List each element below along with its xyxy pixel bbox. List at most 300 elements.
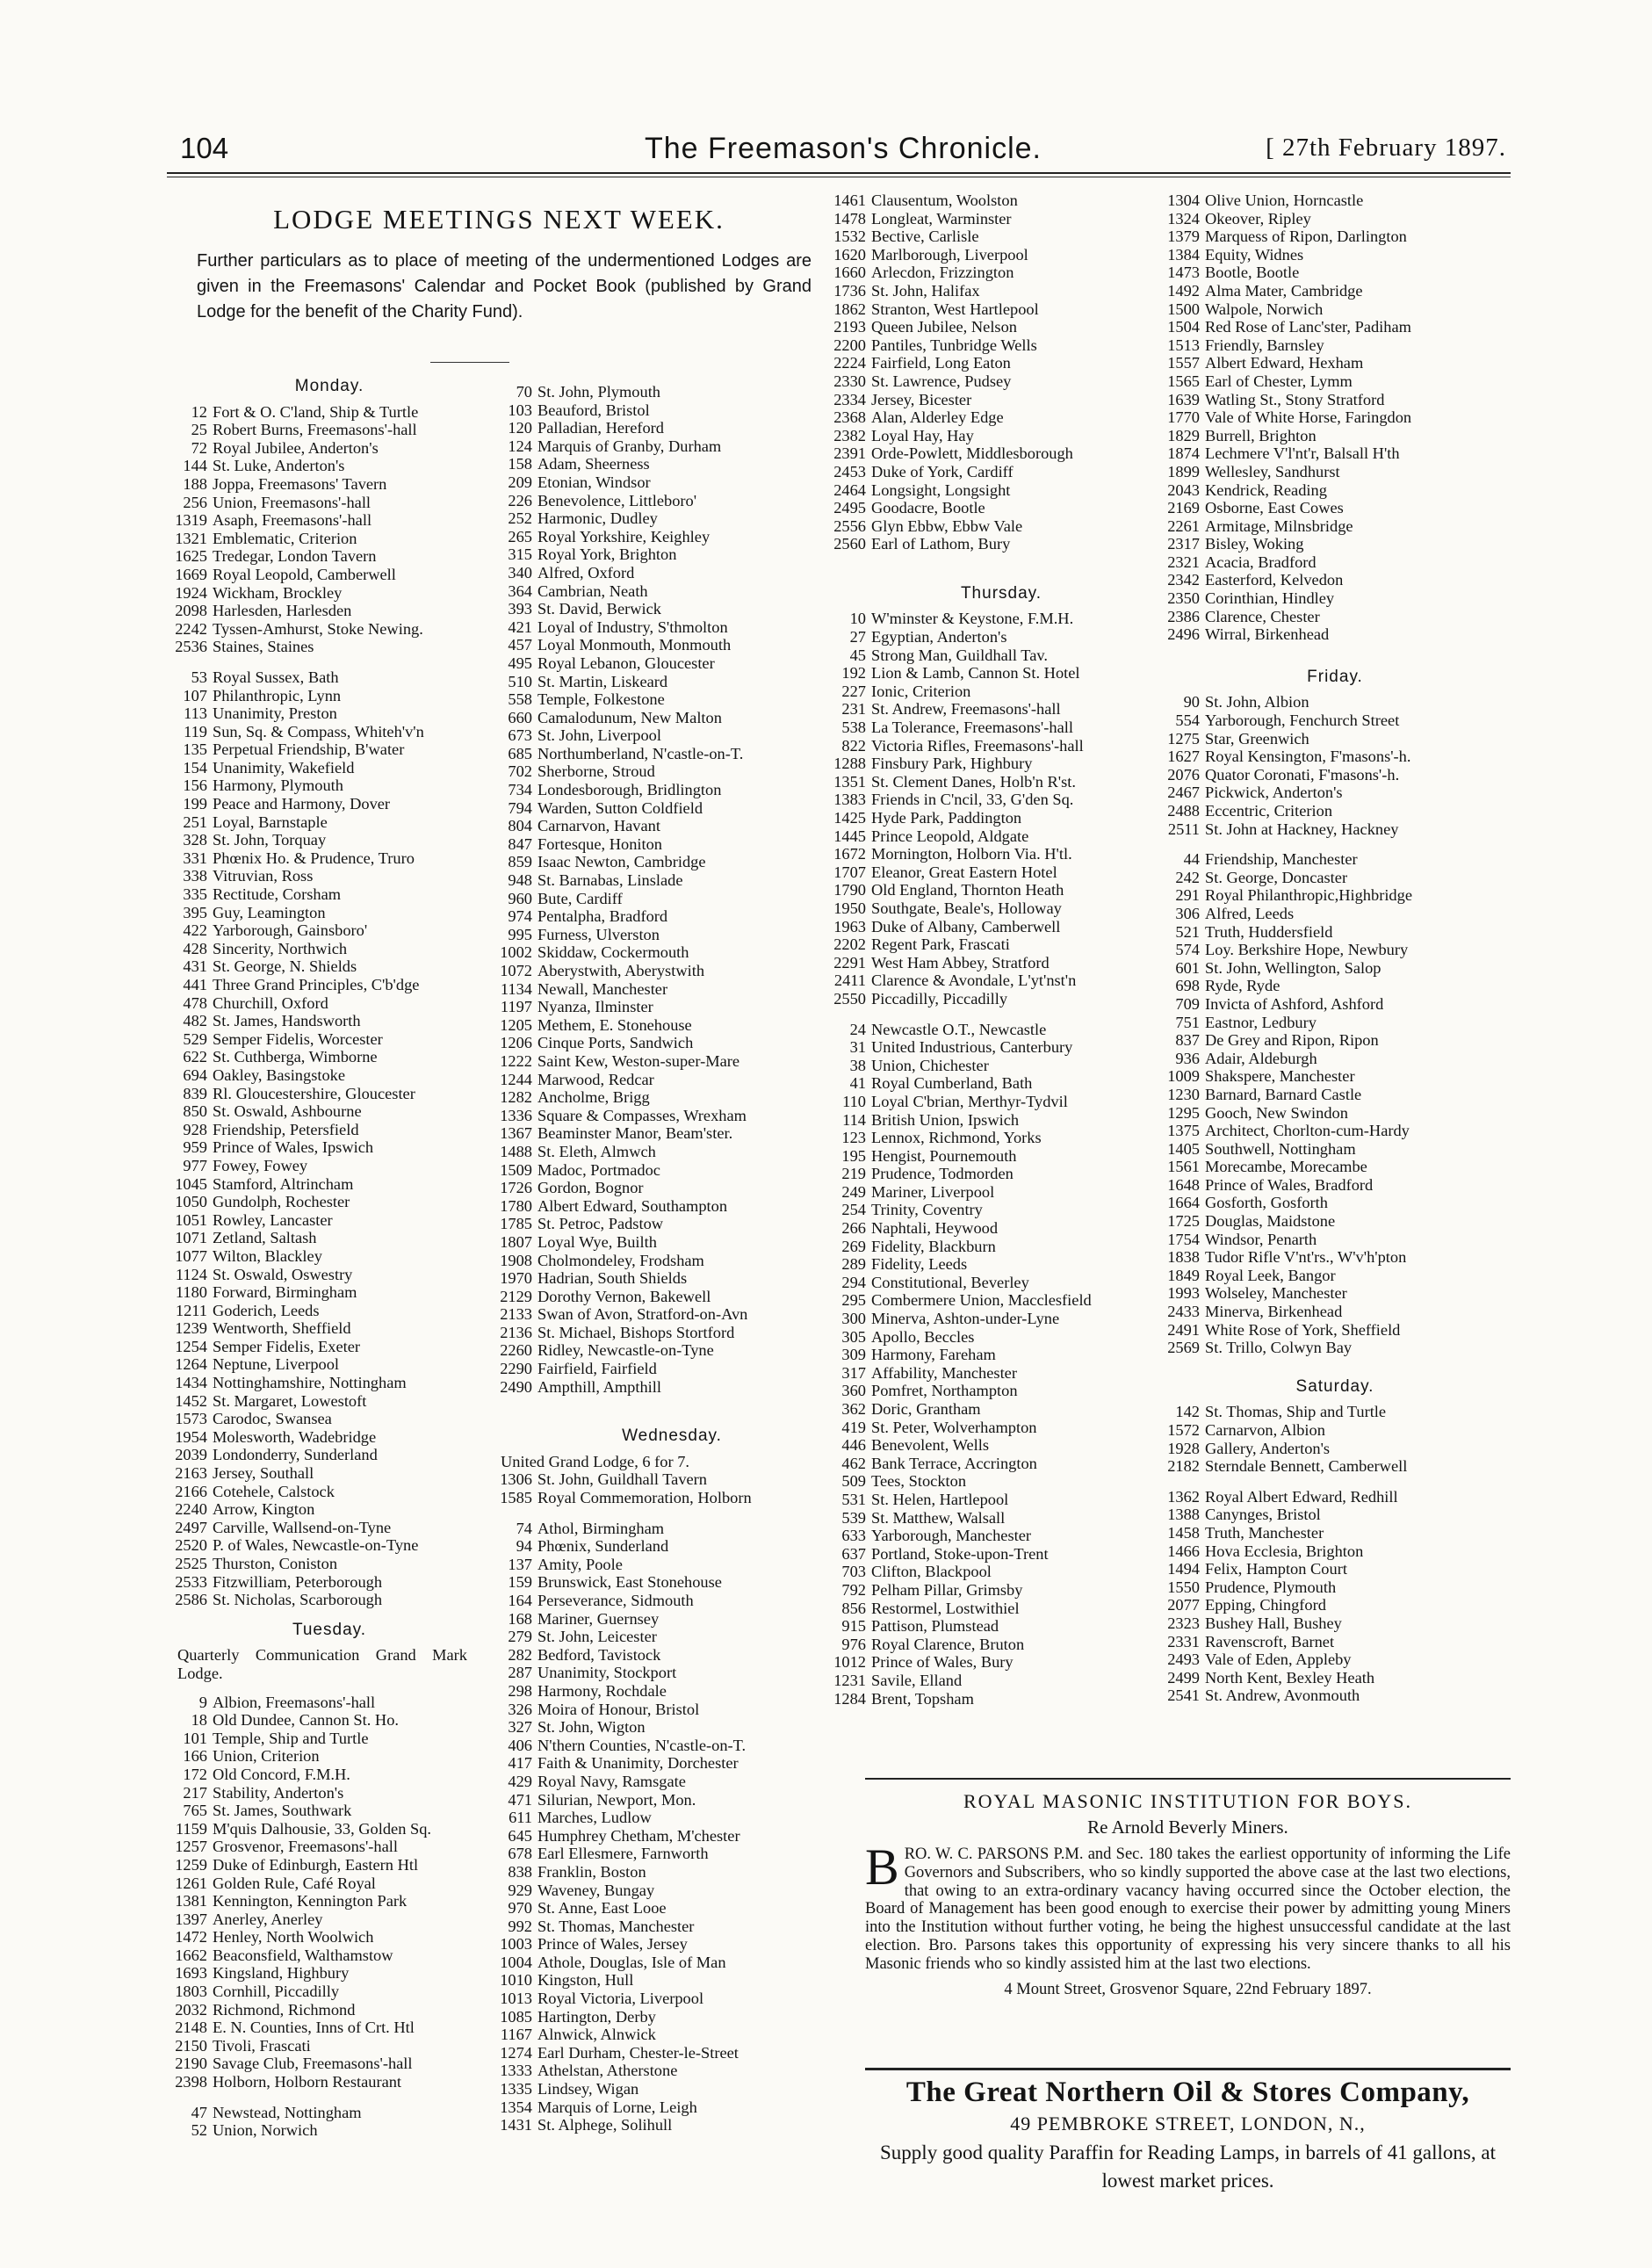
lodge-name-place: Tyssen-Amhurst, Stoke Newing. [213, 619, 423, 638]
lodge-name-place: Friends in C'ncil, 33, G'den Sq. [871, 791, 1074, 809]
lodge-entry [1159, 784, 1511, 802]
lodge-entry [492, 1573, 852, 1592]
lodge-number: 1639 [1167, 390, 1200, 408]
lodge-number: 1472 [175, 1928, 207, 1947]
lodge-name-place: Wilton, Blackley [213, 1246, 322, 1265]
lodge-name-place: Piccadilly, Piccadilly [871, 989, 1008, 1008]
lodge-entry [492, 1179, 852, 1197]
lodge-entry [1159, 246, 1511, 264]
lodge-number: 2533 [175, 1572, 207, 1591]
lodge-entry [167, 1428, 492, 1447]
lodge-name-place: Sun, Sq. & Compass, Whiteh'v'n [213, 722, 424, 740]
lodge-entry [826, 1147, 1177, 1166]
lodge-name-place: Minerva, Birkenhead [1205, 1303, 1343, 1321]
lodge-number: 2200 [833, 336, 866, 354]
lodge-number: 509 [841, 1472, 866, 1491]
lodge-name-place: Mariner, Liverpool [871, 1182, 995, 1201]
lodge-number: 478 [183, 993, 207, 1012]
lodge-number: 1274 [500, 2043, 532, 2062]
lodge-name-place: Unanimity, Stockport [537, 1664, 677, 1682]
lodge-name-place: Ionic, Criterion [871, 682, 971, 700]
wednesday-provincial-list-cont [826, 191, 1177, 553]
lodge-number: 2453 [833, 462, 866, 480]
lodge-entry [167, 1157, 492, 1175]
lodge-name-place: Constitutional, Beverley [871, 1273, 1029, 1291]
lodge-name-place: Rectitude, Corsham [213, 885, 342, 904]
lodge-name-place: Armitage, Milnsbridge [1205, 516, 1353, 535]
lodge-entry [826, 1255, 1177, 1274]
lodge-entry [167, 776, 492, 795]
rmib-title: ROYAL MASONIC INSTITUTION FOR BOYS. [963, 1790, 1413, 1812]
lodge-entry [167, 2121, 492, 2140]
lodge-name-place: Union, Freemasons'-hall [213, 493, 372, 511]
lodge-entry [1159, 1457, 1511, 1476]
lodge-entry [826, 863, 1177, 882]
lodge-name-place: Alma Mater, Cambridge [1205, 281, 1363, 300]
lodge-number: 110 [842, 1092, 866, 1110]
lodge-entry [492, 2008, 852, 2026]
lodge-name-place: Hengist, Pournemouth [871, 1146, 1017, 1165]
lodge-entry [167, 2001, 492, 2019]
lodge-number: 847 [508, 834, 532, 853]
lodge-entry [1159, 1014, 1511, 1032]
lodge-name-place: Friendship, Petersfield [213, 1120, 359, 1138]
lodge-entry [492, 2080, 852, 2098]
lodge-number: 558 [508, 690, 532, 709]
lodge-name-place: Cinque Ports, Sandwich [537, 1034, 694, 1052]
lodge-name-place: Isaac Newton, Cambridge [537, 853, 706, 871]
lodge-number: 2330 [833, 372, 866, 390]
lodge-number: 1434 [175, 1374, 207, 1392]
lodge-name-place: St. Trillo, Colwyn Bay [1205, 1339, 1353, 1357]
lodge-entry [826, 1382, 1177, 1400]
lodge-name-place: Truth, Manchester [1205, 1523, 1324, 1542]
lodge-name-place: Tredegar, London Tavern [213, 547, 377, 566]
lodge-entry [826, 1310, 1177, 1328]
lodge-number: 227 [841, 682, 866, 700]
lodge-name-place: Grosvenor, Freemasons'-hall [213, 1838, 398, 1856]
day-heading-friday: Friday. [1307, 667, 1363, 686]
lodge-name-place: Royal Lebanon, Gloucester [537, 654, 715, 672]
lodge-number: 142 [1175, 1403, 1200, 1421]
lodge-entry [1159, 923, 1511, 942]
lodge-number: 2398 [175, 2073, 207, 2091]
lodge-entry [826, 1472, 1177, 1491]
lodge-entry [1159, 318, 1511, 336]
lodge-number: 703 [841, 1563, 866, 1581]
lodge-name-place: Loyal C'brian, Merthyr-Tydvil [871, 1092, 1068, 1110]
lodge-name-place: Combermere Union, Macclesfield [871, 1291, 1092, 1310]
lodge-name-place: Alfred, Oxford [537, 563, 635, 581]
lodge-entry [167, 1838, 492, 1856]
lodge-entry [492, 401, 852, 420]
lodge-name-place: Robert Burns, Freemasons'-hall [213, 421, 417, 439]
lodge-number: 309 [841, 1346, 866, 1364]
lodge-name-place: Fitzwilliam, Peterborough [213, 1572, 383, 1591]
lodge-number: 839 [183, 1084, 207, 1102]
lodge-number: 2350 [1167, 589, 1200, 608]
lodge-name-place: Felix, Hampton Court [1205, 1560, 1347, 1578]
lodge-name-place: Temple, Ship and Turtle [213, 1729, 369, 1747]
lodge-number: 331 [183, 849, 207, 867]
lodge-number: 70 [516, 383, 532, 401]
lodge-name-place: St. James, Handsworth [213, 1012, 361, 1030]
lodge-number: 1367 [500, 1124, 532, 1143]
lodge-number: 2560 [833, 535, 866, 553]
lodge-number: 1899 [1167, 462, 1200, 480]
lodge-name-place: Friendship, Manchester [1205, 850, 1358, 869]
lodge-entry [1159, 1086, 1511, 1104]
lodge-number: 1306 [500, 1470, 532, 1489]
lodge-name-place: St. John, Wigton [537, 1718, 646, 1737]
lodge-entry [826, 1617, 1177, 1636]
lodge-entry [492, 853, 852, 871]
lodge-name-place: Douglas, Maidstone [1205, 1212, 1336, 1231]
lodge-name-place: Loyal, Barnstaple [213, 813, 328, 831]
lodge-entry [492, 726, 852, 745]
lodge-name-place: Faith & Unanimity, Dorchester [537, 1754, 739, 1773]
lodge-name-place: Forward, Birmingham [213, 1283, 357, 1302]
lodge-name-place: St. Oswald, Ashbourne [213, 1102, 362, 1121]
lodge-entry [826, 1455, 1177, 1473]
lodge-name-place: Naphtali, Heywood [871, 1219, 999, 1238]
lodge-number: 2536 [175, 638, 207, 656]
lodge-entry [826, 1436, 1177, 1455]
lodge-name-place: St. Margaret, Lowestoft [213, 1391, 367, 1410]
lodge-entry [167, 1519, 492, 1537]
lodge-name-place: Unanimity, Preston [213, 704, 337, 723]
lodge-number: 317 [841, 1363, 866, 1382]
lodge-entry [492, 1071, 852, 1089]
lodge-name-place: Adair, Aldeburgh [1205, 1049, 1317, 1067]
lodge-name-place: St. Anne, East Looe [537, 1899, 667, 1918]
lodge-entry [826, 1581, 1177, 1600]
lodge-entry [492, 1971, 852, 1990]
lodge-entry [1159, 1303, 1511, 1321]
lodge-name-place: Savile, Elland [871, 1671, 963, 1689]
lodge-entry [1159, 481, 1511, 500]
lodge-entry [492, 817, 852, 835]
lodge-entry [492, 636, 852, 654]
lodge-entry [167, 885, 492, 904]
lodge-entry [492, 654, 852, 673]
lodge-name-place: Carodoc, Swansea [213, 1410, 332, 1428]
lodge-entry [826, 990, 1177, 1008]
day-heading-saturday: Saturday. [1295, 1376, 1374, 1396]
lodge-number: 1124 [175, 1265, 207, 1283]
lodge-number: 2496 [1167, 625, 1200, 644]
lodge-entry [167, 620, 492, 639]
lodge-number: 294 [841, 1273, 866, 1291]
lodge-entry [826, 1328, 1177, 1347]
lodge-entry [1159, 693, 1511, 711]
lodge-name-place: Pelham Pillar, Grimsby [871, 1580, 1023, 1599]
lodge-number: 1970 [500, 1269, 532, 1288]
lodge-number: 1002 [500, 943, 532, 962]
lodge-number: 2190 [175, 2055, 207, 2073]
advert-top-rule [865, 2068, 1511, 2070]
lodge-number: 633 [841, 1527, 866, 1545]
lodge-name-place: Vitruvian, Ross [213, 867, 314, 885]
lodge-name-place: St. Martin, Liskeard [537, 672, 668, 690]
lodge-number: 1509 [500, 1160, 532, 1179]
lodge-entry [826, 881, 1177, 899]
lodge-name-place: Lindsey, Wigan [537, 2080, 639, 2098]
lodge-number: 1222 [500, 1051, 532, 1070]
day-heading-thursday: Thursday. [960, 583, 1042, 603]
lodge-name-place: Prudence, Plymouth [1205, 1578, 1337, 1596]
lodge-entry [167, 547, 492, 566]
lodge-number: 2334 [833, 390, 866, 408]
lodge-entry [167, 759, 492, 777]
lodge-entry [826, 372, 1177, 391]
lodge-entry [492, 1990, 852, 2008]
lodge-name-place: Tudor Rifle V'nt'rs., W'v'h'pton [1205, 1248, 1407, 1267]
lodge-number: 1336 [500, 1106, 532, 1124]
lodge-name-place: Wolseley, Manchester [1205, 1284, 1347, 1303]
lodge-entry [1159, 1542, 1511, 1561]
lodge-name-place: Clarence, Chester [1205, 607, 1320, 625]
lodge-name-place: Pentalpha, Bradford [537, 907, 668, 926]
lodge-name-place: St. John, Guildhall Tavern [537, 1470, 707, 1489]
lodge-name-place: Molesworth, Wadebridge [213, 1427, 377, 1446]
lodge-name-place: St. James, Southwark [213, 1802, 352, 1820]
lodge-entry [167, 1874, 492, 1893]
lodge-number: 1829 [1167, 426, 1200, 444]
lodge-number: 446 [841, 1436, 866, 1455]
lodge-number: 18 [191, 1711, 207, 1730]
lodge-name-place: West Ham Abbey, Stratford [871, 953, 1050, 971]
lodge-entry [826, 809, 1177, 827]
lodge-entry [1159, 1339, 1511, 1357]
lodge-entry [826, 1093, 1177, 1111]
lodge-number: 44 [1183, 850, 1200, 869]
lodge-name-place: United Industrious, Canterbury [871, 1038, 1073, 1057]
lodge-name-place: Silurian, Newport, Mon. [537, 1790, 696, 1809]
lodge-name-place: Affability, Manchester [871, 1363, 1017, 1382]
lodge-number: 429 [508, 1772, 532, 1790]
lodge-number: 1244 [500, 1070, 532, 1088]
lodge-name-place: Red Rose of Lanc'ster, Padiham [1205, 318, 1411, 336]
lodge-name-place: Alan, Alderley Edge [871, 408, 1004, 427]
wednesday-provincial-list [492, 1520, 852, 2134]
lodge-entry [826, 1057, 1177, 1075]
lodge-entry [492, 1664, 852, 1682]
lodge-number: 1452 [175, 1391, 207, 1410]
lodge-number: 1458 [1167, 1523, 1200, 1542]
lodge-number: 709 [1175, 994, 1200, 1013]
lodge-entry [167, 1464, 492, 1483]
lodge-entry [1159, 1267, 1511, 1285]
lodge-name-place: Cornhill, Piccadilly [213, 1983, 340, 2001]
lodge-name-place: Nyanza, Ilminster [537, 998, 653, 1016]
lodge-entry [167, 2104, 492, 2122]
lodge-name-place: Newstead, Nottingham [213, 2103, 362, 2121]
lodge-number: 1231 [833, 1671, 866, 1689]
lodge-name-place: Architect, Chorlton-cum-Hardy [1205, 1122, 1410, 1140]
lodge-name-place: St. Barnabas, Linslade [537, 871, 683, 890]
lodge-name-place: Royal Leopold, Camberwell [213, 565, 396, 583]
lodge-name-place: Harlesden, Harlesden [213, 602, 352, 620]
lodge-entry [826, 535, 1177, 553]
lodge-name-place: Vale of Eden, Appleby [1205, 1650, 1352, 1669]
lodge-number: 53 [191, 668, 207, 686]
lodge-entry [492, 1016, 852, 1035]
lodge-entry [167, 2037, 492, 2055]
tuesday-note: Quarterly Communication Grand Mark Lodge. [177, 1646, 467, 1682]
lodge-entry [1159, 499, 1511, 517]
rmib-subtitle: Re Arnold Beverly Miners. [1087, 1817, 1288, 1838]
lodge-entry [492, 1305, 852, 1324]
lodge-name-place: Union, Chichester [871, 1056, 989, 1074]
lodge-number: 948 [508, 871, 532, 890]
lodge-number: 1532 [833, 228, 866, 246]
lodge-number: 2556 [833, 516, 866, 535]
lodge-number: 792 [841, 1580, 866, 1599]
lodge-entry [167, 994, 492, 1013]
lodge-name-place: Eleanor, Great Eastern Hotel [871, 863, 1057, 881]
lodge-entry [492, 943, 852, 962]
lodge-name-place: Semper Fidelis, Worcester [213, 1029, 383, 1048]
lodge-name-place: Alfred, Leeds [1205, 904, 1295, 922]
lodge-entry [826, 354, 1177, 372]
lodge-name-place: Royal Philanthropic,Highbridge [1205, 886, 1412, 905]
lodge-name-place: Fowey, Fowey [213, 1156, 308, 1174]
lodge-number: 103 [508, 401, 532, 419]
lodge-name-place: St. John, Albion [1205, 693, 1309, 711]
lodge-name-place: Yarborough, Manchester [871, 1527, 1032, 1545]
lodge-number: 94 [516, 1537, 532, 1556]
lodge-entry [492, 1718, 852, 1737]
lodge-number: 1335 [500, 2080, 532, 2098]
lodge-number: 1259 [175, 1855, 207, 1874]
lodge-entry [167, 457, 492, 475]
lodge-number: 1785 [500, 1215, 532, 1233]
lodge-entry [826, 282, 1177, 300]
lodge-entry [492, 437, 852, 456]
column-4 [1159, 191, 1511, 1705]
lodge-entry [167, 849, 492, 868]
lodge-name-place: Churchill, Oxford [213, 993, 328, 1012]
lodge-entry [492, 564, 852, 582]
lodge-entry [167, 1820, 492, 1838]
lodge-number: 2076 [1167, 765, 1200, 784]
lodge-number: 27 [849, 628, 866, 646]
lodge-number: 1726 [500, 1179, 532, 1197]
lodge-name-place: Phœnix Ho. & Prudence, Truro [213, 849, 415, 867]
lodge-entry [1159, 869, 1511, 887]
lodge-entry [826, 1400, 1177, 1419]
lodge-name-place: Loyal Wye, Builth [537, 1232, 657, 1251]
lodge-name-place: Northumberland, N'castle-on-T. [537, 744, 744, 762]
lodge-name-place: Harmony, Rochdale [537, 1681, 667, 1700]
lodge-entry [826, 737, 1177, 755]
lodge-name-place: Wickham, Brockley [213, 583, 343, 602]
lodge-number: 1230 [1167, 1085, 1200, 1103]
lodge-number: 12 [191, 402, 207, 421]
lodge-number: 1669 [175, 565, 207, 583]
lodge-number: 195 [841, 1146, 866, 1165]
lodge-name-place: Peace and Harmony, Dover [213, 795, 391, 813]
lodge-entry [1159, 1158, 1511, 1176]
lodge-name-place: Wentworth, Sheffield [213, 1319, 351, 1338]
lodge-name-place: Athelstan, Atherstone [537, 2062, 678, 2080]
lodge-number: 192 [841, 664, 866, 683]
lodge-name-place: Cholmondeley, Frodsham [537, 1251, 704, 1269]
lodge-entry [167, 1910, 492, 1929]
lodge-entry [826, 264, 1177, 282]
rmib-signature: 4 Mount Street, Grosvenor Square, 22nd February 1897. [1004, 1980, 1372, 1998]
lodge-entry [167, 704, 492, 723]
lodge-entry [492, 1088, 852, 1107]
lodge-number: 364 [508, 581, 532, 600]
tuesday-provincial-list [167, 2104, 492, 2140]
lodge-entry [167, 1355, 492, 1374]
lodge-number: 974 [508, 907, 532, 926]
lodge-name-place: St. John, Torquay [213, 831, 327, 849]
lodge-entry [492, 1754, 852, 1773]
lodge-number: 734 [508, 781, 532, 799]
lodge-entry [826, 1219, 1177, 1238]
lodge-entry [826, 336, 1177, 355]
lodge-name-place: St. Nicholas, Scarborough [213, 1591, 383, 1609]
lodge-name-place: P. of Wales, Newcastle-on-Tyne [213, 1536, 419, 1555]
lodge-entry [1159, 1596, 1511, 1614]
lodge-entry [1159, 1176, 1511, 1195]
lodge-entry [167, 1030, 492, 1049]
lodge-number: 1662 [175, 1946, 207, 1964]
lodge-name-place: Duke of Albany, Camberwell [871, 917, 1061, 935]
lodge-name-place: Loy. Berkshire Hope, Newbury [1205, 941, 1409, 959]
lodge-entry [167, 1694, 492, 1712]
lodge-name-place: Marquis of Lorne, Leigh [537, 2098, 697, 2116]
lodge-entry [1159, 228, 1511, 246]
lodge-entry [1159, 1614, 1511, 1633]
lodge-entry [167, 1302, 492, 1320]
lodge-number: 1180 [175, 1283, 207, 1302]
lodge-number: 554 [1175, 711, 1200, 730]
lodge-entry [1159, 766, 1511, 784]
lodge-name-place: Carnarvon, Albion [1205, 1421, 1325, 1439]
lodge-name-place: Shakspere, Manchester [1205, 1067, 1355, 1086]
lodge-entry [492, 1899, 852, 1918]
lodge-number: 2411 [833, 971, 866, 990]
lodge-number: 637 [841, 1544, 866, 1563]
lodge-number: 1304 [1167, 191, 1200, 209]
thursday-provincial-list-cont [1159, 191, 1511, 644]
lodge-number: 2242 [175, 619, 207, 638]
lodge-name-place: Holborn, Holborn Restaurant [213, 2073, 402, 2091]
lodge-number: 2550 [833, 989, 866, 1008]
lodge-entry [826, 954, 1177, 972]
lodge-number: 1672 [833, 845, 866, 863]
lodge-number: 1384 [1167, 245, 1200, 264]
lodge-entry [1159, 1050, 1511, 1068]
lodge-number: 217 [183, 1783, 207, 1802]
wednesday-london-list [492, 1470, 852, 1506]
lodge-entry [167, 1012, 492, 1030]
lodge-number: 1565 [1167, 372, 1200, 390]
lodge-entry [826, 1038, 1177, 1057]
lodge-entry [1159, 589, 1511, 608]
lodge-number: 1770 [1167, 408, 1200, 427]
lodge-name-place: Restormel, Lostwithiel [871, 1599, 1020, 1617]
lodge-name-place: Fidelity, Leeds [871, 1255, 968, 1274]
lodge-name-place: Rowley, Lancaster [213, 1210, 333, 1229]
lodge-entry [826, 517, 1177, 536]
lodge-name-place: St. Thomas, Manchester [537, 1917, 695, 1935]
lodge-name-place: Beauford, Bristol [537, 401, 650, 419]
